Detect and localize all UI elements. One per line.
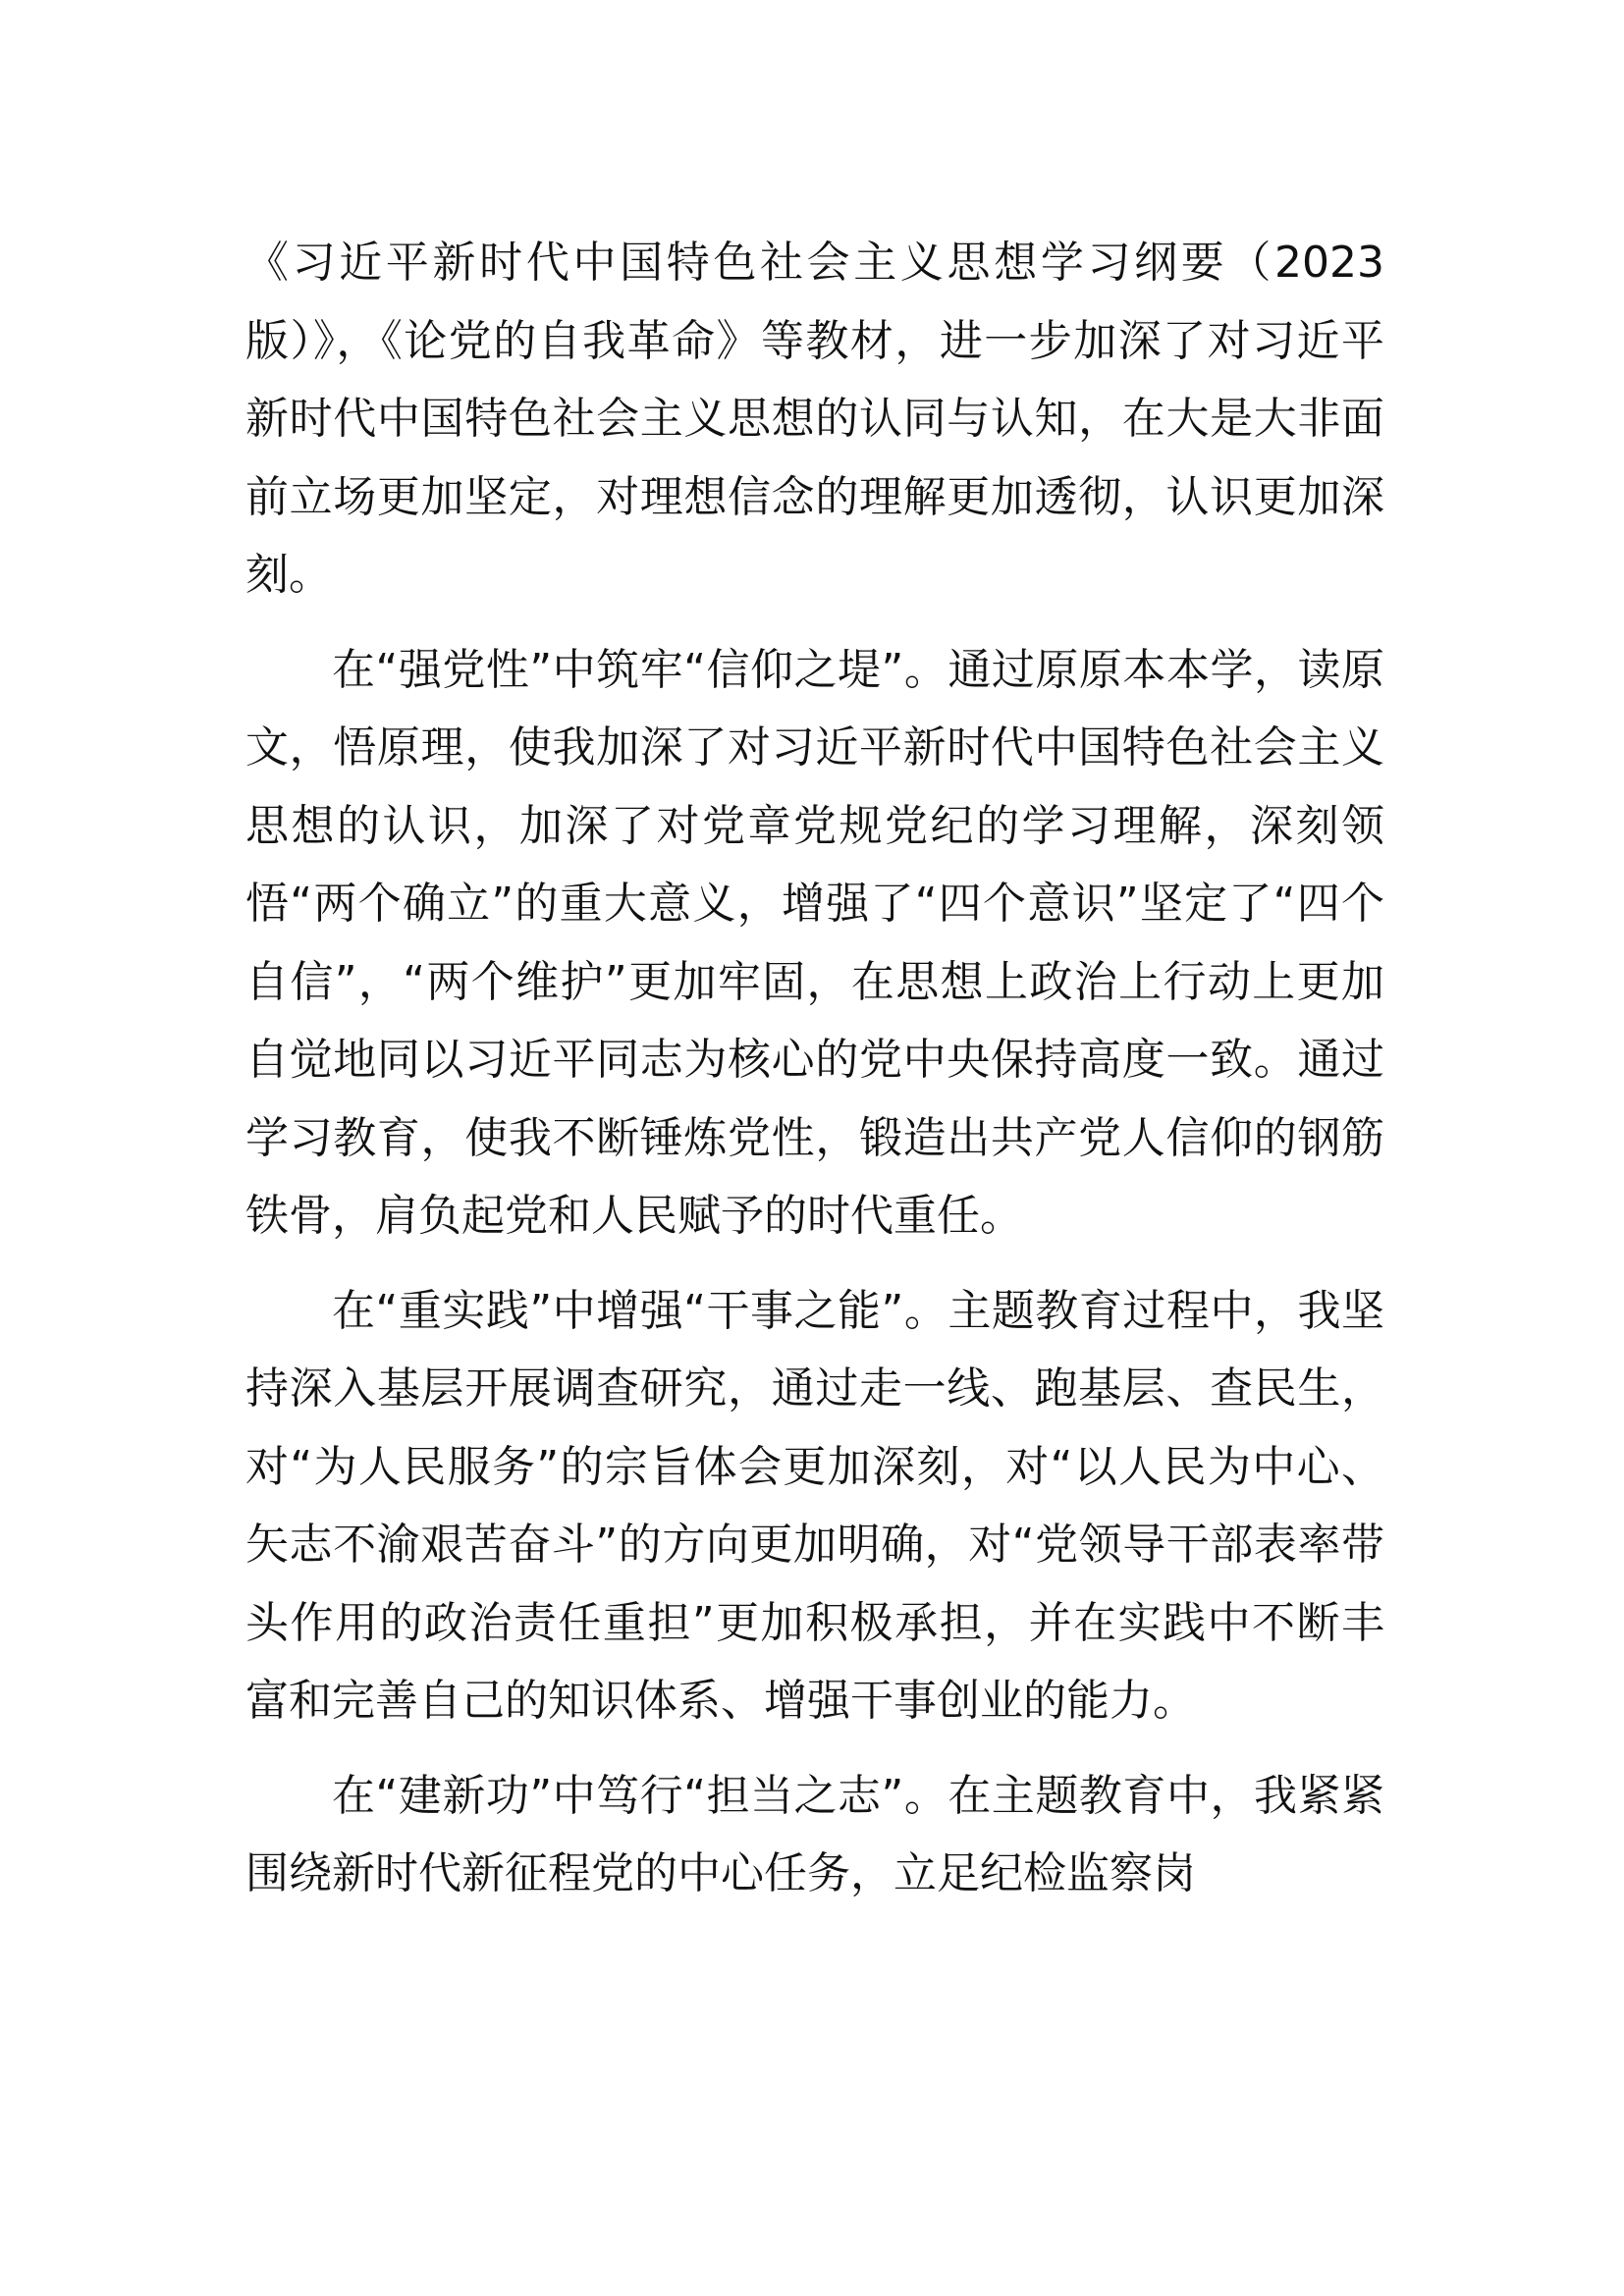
paragraph-study-materials: 《习近平新时代中国特色社会主义思想学习纲要（2023版）》，《论党的自我革命》等教材，进一步加深了对习近平新时代中国特色社会主义思想的认同与认知，在大是大非面前立场更加坚定，对理想信念的理解更加透彻，认识更加深刻。 (245, 238, 1384, 600)
paragraph-build-new-merit: 在“建新功”中笃行“担当之志”。在主题教育中，我紧紧围绕新时代新征程党的中心任务，立足纪检监察岗 (245, 1770, 1384, 1898)
document-body (245, 224, 1384, 1930)
paragraph-emphasize-practice: 在“重实践”中增强“干事之能”。主题教育过程中，我坚持深入基层开展调查研究，通过走一线、跑基层、查民生，对“为人民服务”的宗旨体会更加深刻，对“以人民为中心、矢志不渝艰苦奋斗”的方向更加明确，对“党领导干部表率带头作用的政治责任重担”更加积极承担，并在实践中不断丰富和完善自己的知识体系、增强干事创业的能力。 (245, 1285, 1384, 1726)
paragraph-strengthen-party-spirit: 在“强党性”中筑牢“信仰之堤”。通过原原本本学，读原文，悟原理，使我加深了对习近平新时代中国特色社会主义思想的认识，加深了对党章党规党纪的学习理解，深刻领悟“两个确立”的重大意义，增强了“四个意识”坚定了“四个自信”，“两个维护”更加牢固，在思想上政治上行动上更加自觉地同以习近平同志为核心的党中央保持高度一致。通过学习教育，使我不断锤炼党性，锻造出共产党人信仰的钢筋铁骨，肩负起党和人民赋予的时代重任。 (245, 644, 1384, 1241)
